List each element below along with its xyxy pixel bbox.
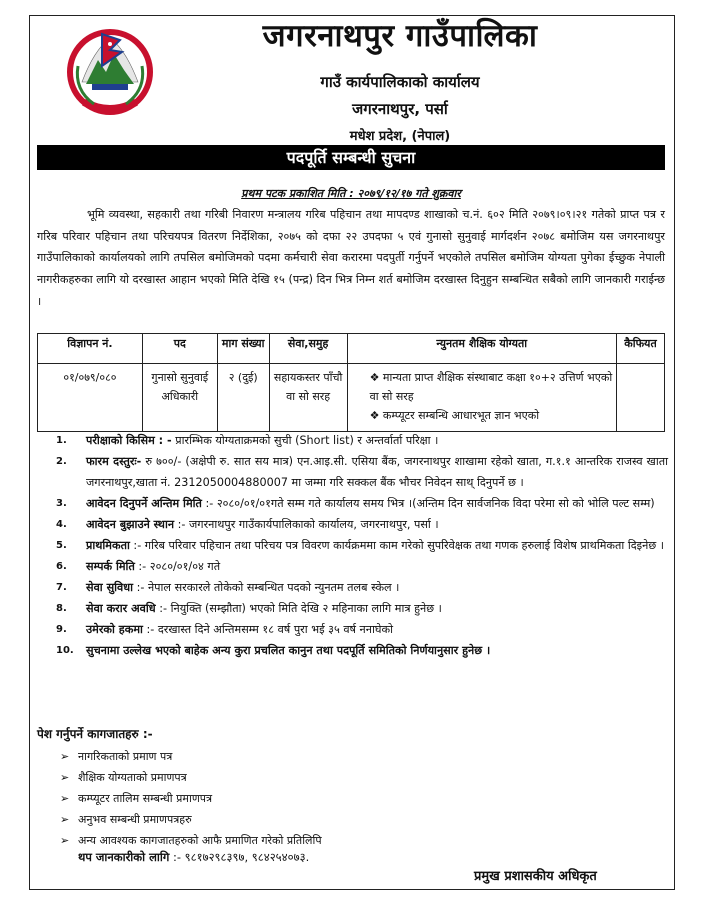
contact-info	[78, 850, 309, 865]
arrow-bullet-icon: ➢	[60, 834, 70, 847]
cell-service: सहायकस्तर पाँचौ वा सो सरह	[269, 364, 347, 432]
cell-remarks	[617, 364, 665, 432]
col-header-service: सेवा,समुह	[269, 334, 347, 364]
documents-title: पेश गर्नुपर्ने कागजातहरु :-	[37, 727, 153, 741]
conditions-list	[56, 430, 668, 661]
cell-adv-no: ०१/०७९/०८०	[38, 364, 143, 432]
cell-demand: २ (दुई)	[217, 364, 269, 432]
condition-item: 1. परीक्षाको किसिम : - प्रारम्भिक योग्यताक्रमको सुची (Short list) र अन्तर्वार्ता परिक्षा ।	[56, 434, 439, 447]
office-name: गाउँ कार्यपालिकाको कार्यालय	[320, 73, 480, 91]
col-header-demand: माग संख्या	[217, 334, 269, 364]
condition-item: 6. सम्पर्क मिति :- २०८०/०१/०४ गते	[56, 560, 221, 573]
cell-post: गुनासो सुनुवाई अधिकारी	[142, 364, 217, 432]
notice-banner: पदपूर्ति सम्बन्धी सुचना	[37, 145, 665, 170]
published-date: प्रथम पटक प्रकाशित मिति : २०७९/१२/१७ गते शुक्रवार	[241, 187, 461, 200]
col-header-adv-no: विज्ञापन नं.	[38, 334, 143, 364]
municipality-title: जगरनाथपुर गाउँपालिका	[262, 18, 538, 54]
condition-item: 5. प्राथमिकता :- गरिब परिवार पहिचान तथा परिचय पत्र विवरण कार्यक्रममा काम गरेको सुपरिवेक्षक तथा गणक हरुलाई विशेष प्राथमिकता दिइनेछ ।	[56, 539, 665, 552]
cell-qualification	[347, 364, 616, 432]
condition-item: 2. फारम दस्तुरः- रु ७००/- (अक्षेपी रु. सात सय मात्र) एन.आइ.सी. एसिया बैंक, जगरनाथपुर शाखामा रहेको खाता, ग.१.१ आन्तरिक राजस्व खाता जगरनाथपुर,खाता नं. 2312050004880007 मा जम्मा गरि सक्कल बैंक भौचर निवेदन साथ् दिनुपर्ने छ ।	[56, 455, 668, 489]
condition-item: 9. उमेरको हकमा :- दरखास्त दिने अन्तिमसम्म १८ वर्ष पुरा भई ३५ वर्ष ननाघेको	[56, 623, 393, 636]
contact-phones: :- ९८१७२९८३९७, ९८४२५४०७३.	[169, 850, 310, 864]
table-header-row	[38, 334, 665, 364]
condition-item: 10. सुचनामा उल्लेख भएको बाहेक अन्य कुरा प्रचलित कानुन तथा पदपूर्ति समितिको निर्णयानुसार हुनेछ ।	[56, 644, 491, 657]
table-row	[38, 364, 665, 432]
contact-label: थप जानकारीको लागि	[78, 850, 170, 864]
condition-item: 8. सेवा करार अवधि :- नियुक्ति (सम्झौता) भएको मिति देखि २ महिनाका लागि मात्र हुनेछ ।	[56, 602, 442, 615]
qualification-item: ❖ मान्यता प्राप्त शैक्षिक संस्थाबाट कक्षा १०+२ उत्तिर्ण भएको वा सो सरह	[369, 371, 613, 403]
qualification-item: ❖ कम्प्यूटर सम्बन्धि आधारभूत ज्ञान भएको	[369, 409, 540, 422]
list-item: ➢ शैक्षिक योग्यताको प्रमाणपत्र	[60, 767, 560, 788]
list-item: ➢ अनुभव सम्बन्धी प्रमाणपत्रहरु	[60, 809, 560, 830]
municipality-emblem-logo	[64, 20, 156, 120]
province-name: मधेश प्रदेश, (नेपाल)	[349, 129, 451, 144]
col-header-post: पद	[142, 334, 217, 364]
vacancy-table	[37, 333, 665, 432]
col-header-qualification: न्युनतम शैक्षिक योग्यता	[347, 334, 616, 364]
col-header-remarks: कैफियत	[617, 334, 665, 364]
list-item: ➢ कम्प्यूटर तालिम सम्बन्धी प्रमाणपत्र	[60, 788, 560, 809]
arrow-bullet-icon: ➢	[60, 813, 70, 826]
list-item: ➢ नागरिकताको प्रमाण पत्र	[60, 746, 560, 767]
condition-item: 3. आवेदन दिनुपर्ने अन्तिम मिति :- २०८०/०१/०१गते सम्म गते कार्यालय समय भित्र ।(अन्तिम दिन सार्वजनिक विदा परेमा सो को भोलि पल्ट सम्म)	[56, 497, 655, 510]
signature-title: प्रमुख प्रशासकीय अधिकृत	[474, 869, 597, 884]
intro-paragraph: भूमि व्यवस्था, सहकारी तथा गरिबी निवारण मन्त्रालय गरिब पहिचान तथा मापदण्ड शाखाको च.नं. ६०२ मिति २०७९।०९।२१ गतेको प्राप्त पत्र र गरिब परिवार पहिचान तथा परिचयपत्र वितरण निर्देशिका, २०७५ को दफा २२ उपदफा ५ एवं गुनासो सुनुवाई मार्गदर्शन २०७८ बमोजिम यस जगरनाथपुर गाउँपालिकाको कार्यालयको लागि तपसिल बमोजिमको पदमा कर्मचारी सेवा करारमा पदपुर्ती गर्नुपर्ने भएकोले तपसिल बमोजिम योग्यता पुगेका ईच्छुक नेपाली नागरीकहरुका लागि यो दरखास्त आहान भएको मिति देखि १५ (पन्द्र) दिन भित्र निम्न शर्त बमोजिम दरखास्त दिनुहुन सम्बन्धित सबैको लागि जानकारी गराईन्छ ।	[37, 208, 665, 308]
list-item: ➢ अन्य आवश्यक कागजातहरुको आफै प्रमाणित गरेको प्रतिलिपि	[60, 830, 560, 851]
office-address: जगरनाथपुर, पर्सा	[352, 100, 448, 118]
arrow-bullet-icon: ➢	[60, 771, 70, 784]
documents-list	[60, 746, 560, 851]
condition-item: 4. आवेदन बुझाउने स्थान :- जगरनाथपुर गाउँकार्यपालिकाको कार्यालय, जगरनाथपुर, पर्सा ।	[56, 518, 439, 531]
arrow-bullet-icon: ➢	[60, 792, 70, 805]
condition-item: 7. सेवा सुविधा :- नेपाल सरकारले तोकेको सम्बन्धित पदको न्युनतम तलब स्केल ।	[56, 581, 400, 594]
arrow-bullet-icon: ➢	[60, 750, 70, 763]
